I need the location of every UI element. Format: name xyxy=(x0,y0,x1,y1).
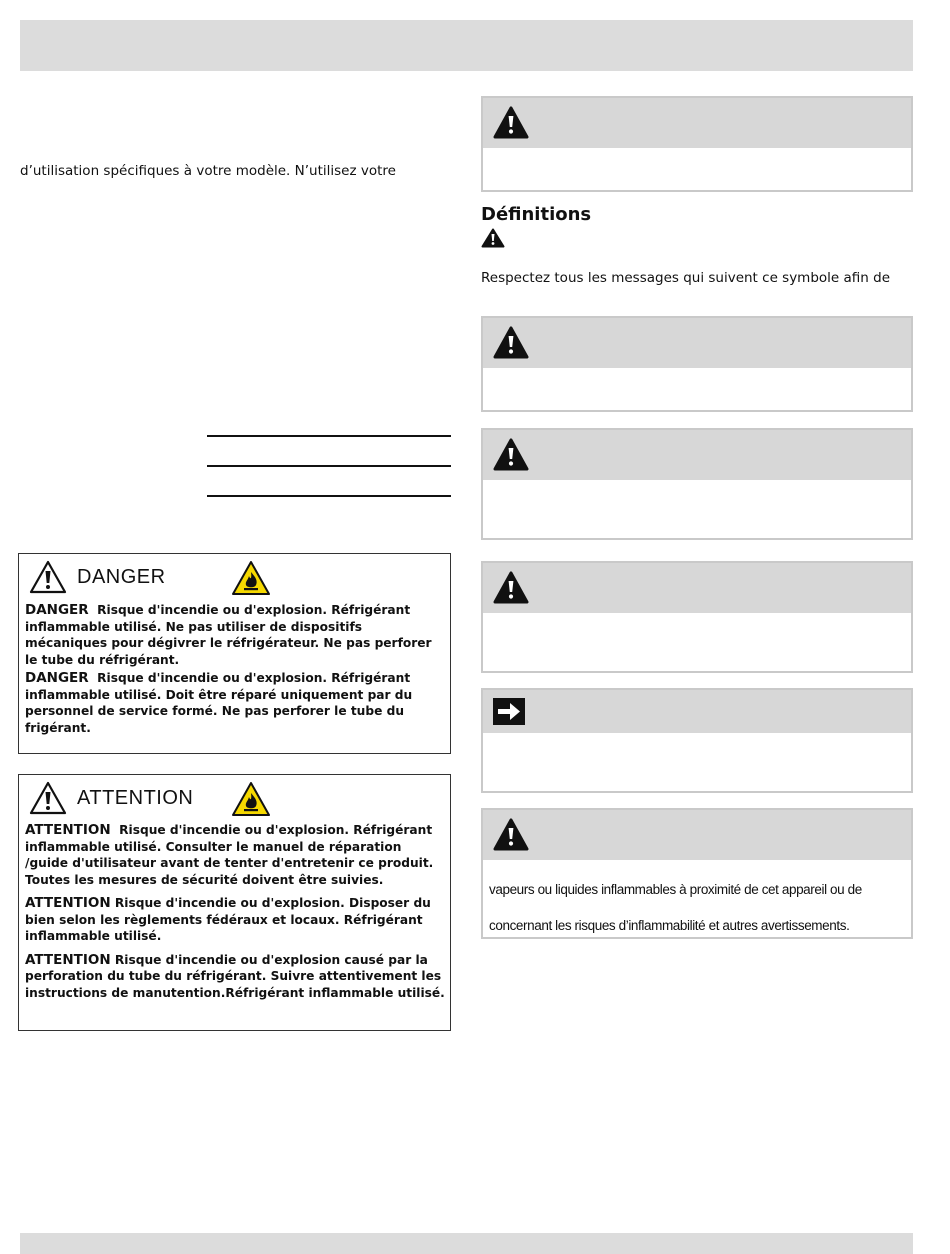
attention-paragraph-2: ATTENTION Risque d'incendie ou d'explosion. Disposer du bien selon les règlements fédéraux et locaux. Réfrigérant inflammable utilisé. xyxy=(25,895,431,943)
attention-label xyxy=(18,774,451,1031)
warning-triangle-icon xyxy=(493,106,529,139)
blank-line-2 xyxy=(207,465,451,467)
danger-paragraph-1: DANGER Risque d'incendie ou d'explosion. Réfrigérant inflammable utilisé. Ne pas utiliser de dispositifs mécaniques pour dégivrer le réfrigérateur. Ne pas perforer le tube du réfrigérant. xyxy=(25,602,432,667)
signal-box-note xyxy=(481,688,913,793)
warning-triangle-icon xyxy=(493,571,529,604)
warning-triangle-icon xyxy=(493,438,529,471)
signal-box-line-2: concernant les risques d’inflammabilité et autres avertissements. xyxy=(489,918,850,933)
signal-box-6 xyxy=(481,808,913,939)
footer-bar xyxy=(20,1233,913,1254)
signal-box-4 xyxy=(481,561,913,673)
intro-text: d’utilisation spécifiques à votre modèle. N’utilisez votre xyxy=(20,163,396,179)
blank-line-3 xyxy=(207,495,451,497)
signal-box-header xyxy=(483,690,911,733)
attention-word: ATTENTION xyxy=(77,786,194,809)
warning-triangle-icon xyxy=(481,228,505,248)
signal-box-header xyxy=(483,430,911,480)
flame-hazard-icon xyxy=(231,781,271,817)
signal-box-header xyxy=(483,810,911,860)
definitions-text: Respectez tous les messages qui suivent ce symbole afin de xyxy=(481,270,891,286)
signal-box-header xyxy=(483,563,911,613)
blank-line-1 xyxy=(207,435,451,437)
attention-paragraph-1: ATTENTION Risque d'incendie ou d'explosion. Réfrigérant inflammable utilisé. Consulter le manuel de réparation /guide d'utilisateur avant de tenter d'entretenir ce produit. Toutes les mesures de sécurité doivent être suivies. xyxy=(25,822,434,887)
flame-hazard-icon xyxy=(231,560,271,596)
signal-box-header xyxy=(483,318,911,368)
danger-paragraph-2: DANGER Risque d'incendie ou d'explosion. Réfrigérant inflammable utilisé. Doit être réparé uniquement par du personnel de service formé. Ne pas perforer le tube du frigérant. xyxy=(25,670,413,735)
attention-header xyxy=(29,781,193,815)
warning-triangle-icon xyxy=(29,781,67,815)
warning-triangle-icon xyxy=(493,818,529,851)
warning-triangle-icon xyxy=(493,326,529,359)
danger-text xyxy=(25,602,446,736)
signal-box-line-1: vapeurs ou liquides inflammables à proximité de cet appareil ou de xyxy=(489,882,862,897)
arrow-right-icon xyxy=(493,698,525,725)
signal-box-header xyxy=(483,98,911,148)
signal-box-3 xyxy=(481,428,913,540)
danger-word: DANGER xyxy=(77,565,166,588)
attention-text xyxy=(25,822,446,1001)
danger-header xyxy=(29,560,166,594)
signal-box-1 xyxy=(481,96,913,192)
attention-paragraph-3: ATTENTION Risque d'incendie ou d'explosion causé par la perforation du tube du réfrigérant. Suivre attentivement les instructions de manutention.Réfrigérant inflammable utilisé. xyxy=(25,951,445,1000)
signal-box-2 xyxy=(481,316,913,412)
header-bar xyxy=(20,20,913,71)
danger-label xyxy=(18,553,451,754)
definitions-title: Définitions xyxy=(481,204,592,225)
warning-triangle-icon xyxy=(29,560,67,594)
